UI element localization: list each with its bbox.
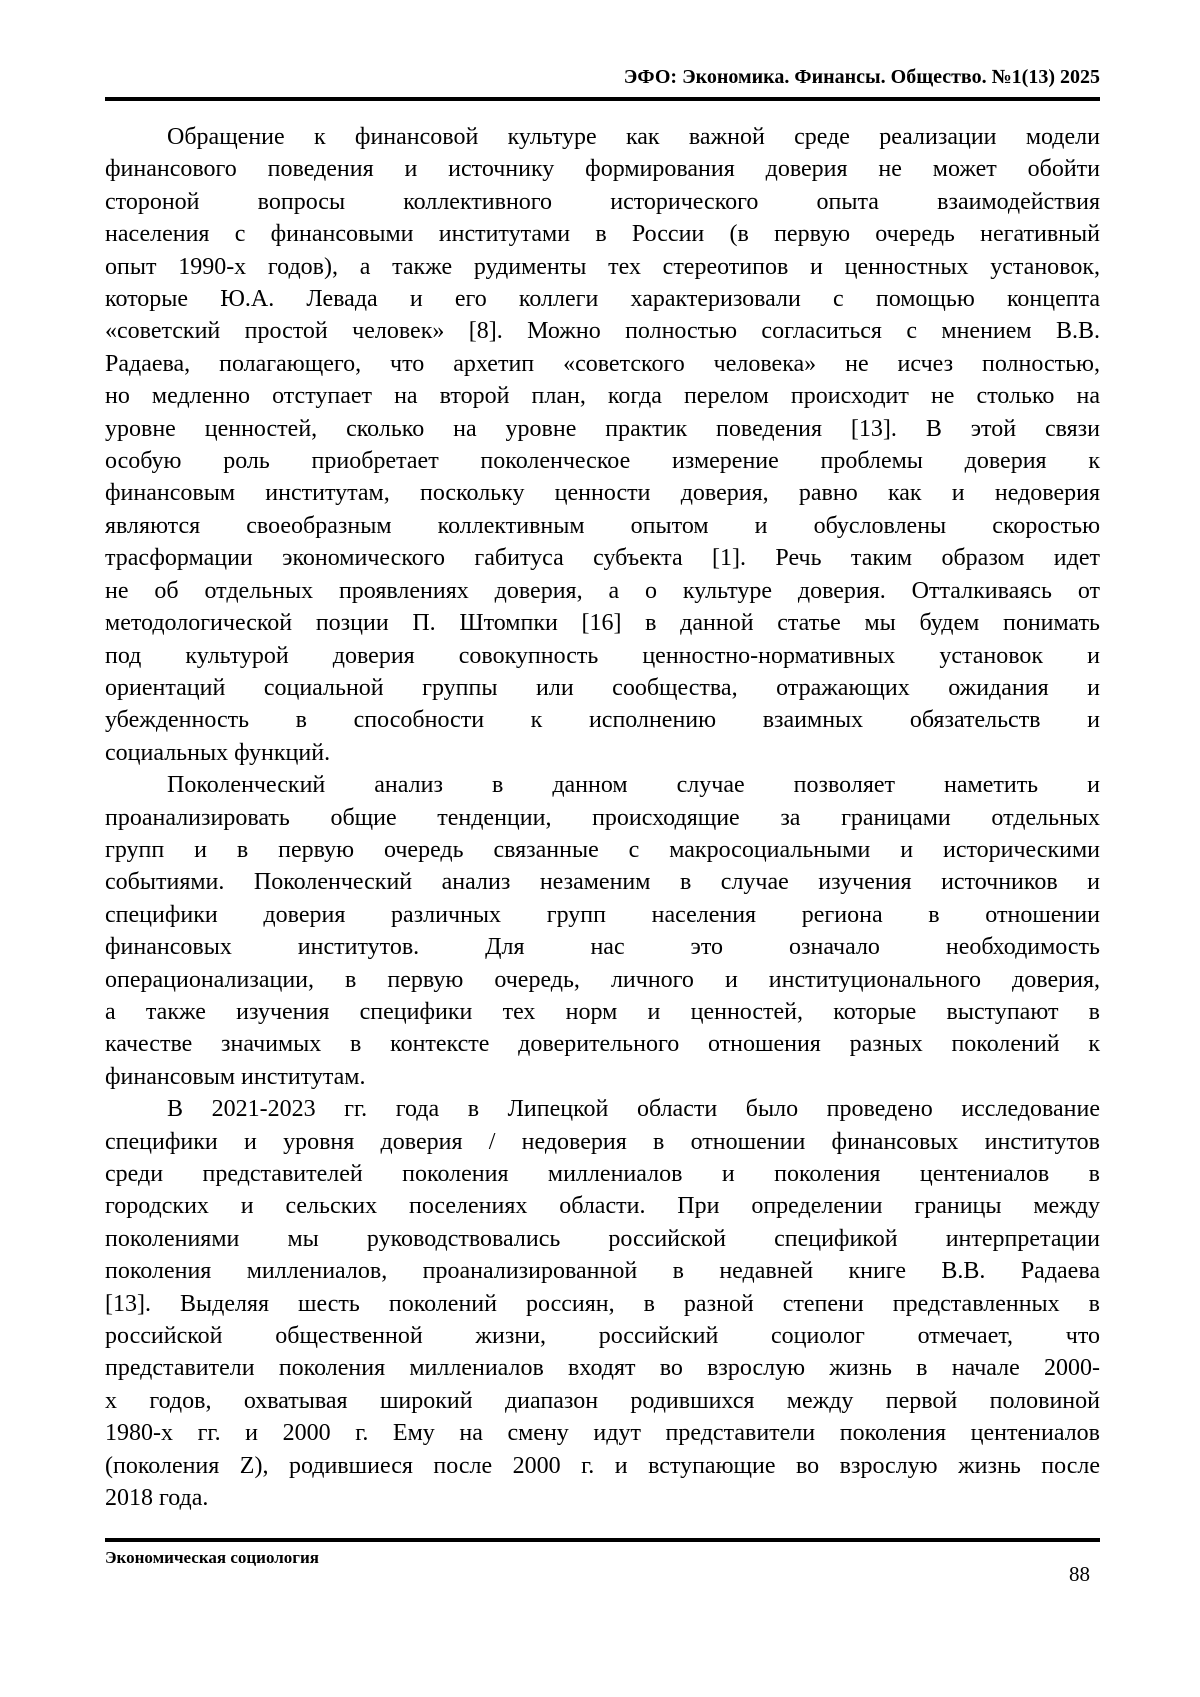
text-line: 2018 года. xyxy=(105,1485,209,1512)
text-line: особую роль приобретает поколенческое измерение проблемы доверия к xyxy=(105,448,1100,475)
text-line: поколения миллениалов, проанализированной в недавней книге В.В. Радаева xyxy=(105,1258,1100,1285)
text-line: методологической позции П. Штомпки [16] в данной статье мы будем понимать xyxy=(105,610,1100,637)
paragraph xyxy=(105,121,1100,769)
text-line: стороной вопросы коллективного исторического опыта взаимодействия xyxy=(105,188,1100,215)
text-line: среди представителей поколения миллениалов и поколения центениалов в xyxy=(105,1161,1100,1187)
text-line: проанализировать общие тенденции, происходящие за границами отдельных xyxy=(105,804,1100,831)
text-line: финансового поведения и источнику формирования доверия не может обойти xyxy=(105,156,1100,183)
text-line: Радаева, полагающего, что архетип «советского человека» не исчез полностью, xyxy=(105,350,1100,377)
text-line: специфики доверия различных групп населения региона в отношении xyxy=(105,901,1100,928)
text-line: являются своеобразным коллективным опытом и обусловлены скоростью xyxy=(105,512,1100,539)
paragraph xyxy=(105,769,1100,1093)
text-line: социальных функций. xyxy=(105,739,331,766)
text-line: но медленно отступает на второй план, когда перелом происходит не столько на xyxy=(105,383,1100,410)
text-line: «советский простой человек» [8]. Можно полностью согласиться с мнением В.В. xyxy=(105,318,1100,345)
text-line: В 2021-2023 гг. года в Липецкой области было проведено исследование xyxy=(167,1096,1100,1123)
paragraph xyxy=(105,1093,1100,1514)
text-line: операционализации, в первую очередь, личного и институционального доверия, xyxy=(105,966,1100,993)
text-line: Обращение к финансовой культуре как важной среде реализации модели xyxy=(167,124,1100,150)
text-line: групп и в первую очередь связанные с макросоциальными и историческими xyxy=(105,836,1100,863)
text-line: населения с финансовыми институтами в России (в первую очередь негативный xyxy=(105,221,1100,248)
text-line: событиями. Поколенческий анализ незаменим в случае изучения источников и xyxy=(105,869,1100,896)
journal-title: ЭФО: Экономика. Финансы. Общество. №1(13) 2025 xyxy=(623,66,1100,88)
text-line: финансовых институтов. Для нас это означало необходимость xyxy=(105,934,1100,961)
text-line: поколениями мы руководствовались российской спецификой интерпретации xyxy=(105,1225,1100,1252)
text-line: представители поколения миллениалов входят во взрослую жизнь в начале 2000- xyxy=(105,1355,1100,1382)
text-line: финансовым институтам, поскольку ценности доверия, равно как и недоверия xyxy=(105,480,1100,507)
text-line: качестве значимых в контексте доверительного отношения разных поколений к xyxy=(105,1031,1100,1058)
footer-section-label: Экономическая социология xyxy=(105,1548,319,1567)
text-line: х годов, охватывая широкий диапазон родившихся между первой половиной xyxy=(105,1387,1100,1414)
text-line: (поколения Z), родившиеся после 2000 г. и вступающие во взрослую жизнь после xyxy=(105,1452,1100,1479)
text-line: ориентаций социальной группы или сообщества, отражающих ожидания и xyxy=(105,674,1100,701)
text-line: 1980-х гг. и 2000 г. Ему на смену идут представители поколения центениалов xyxy=(105,1420,1100,1447)
text-line: а также изучения специфики тех норм и ценностей, которые выступают в xyxy=(105,998,1100,1025)
page-content xyxy=(0,66,1200,1514)
text-line: финансовым институтам. xyxy=(105,1063,366,1090)
text-line: Поколенческий анализ в данном случае позволяет наметить и xyxy=(167,772,1100,799)
page-number: 88 xyxy=(1069,1562,1090,1586)
text-line: опыт 1990-х годов), а также рудименты тех стереотипов и ценностных установок, xyxy=(105,253,1100,280)
text-line: российской общественной жизни, российский социолог отмечает, что xyxy=(105,1323,1100,1350)
text-line: под культурой доверия совокупность ценностно-нормативных установок и xyxy=(105,642,1100,669)
text-line: убежденность в способности к исполнению взаимных обязательств и xyxy=(105,707,1100,734)
text-line: уровне ценностей, сколько на уровне практик поведения [13]. В этой связи xyxy=(105,415,1100,442)
text-line: не об отдельных проявлениях доверия, а о культуре доверия. Отталкиваясь от xyxy=(105,577,1100,604)
text-line: специфики и уровня доверия / недоверия в отношении финансовых институтов xyxy=(105,1128,1100,1155)
text-line: [13]. Выделяя шесть поколений россиян, в разной степени представленных в xyxy=(105,1290,1100,1317)
text-line: которые Ю.А. Левада и его коллеги характеризовали с помощью концепта xyxy=(105,286,1100,313)
article-body xyxy=(105,121,1100,1514)
text-line: трасформации экономического габитуса субъекта [1]. Речь таким образом идет xyxy=(105,545,1100,572)
page-header xyxy=(105,66,1100,101)
text-line: городских и сельских поселениях области. При определении границы между xyxy=(105,1193,1100,1220)
header-rule xyxy=(105,97,1100,101)
footer-rule xyxy=(105,1538,1100,1542)
